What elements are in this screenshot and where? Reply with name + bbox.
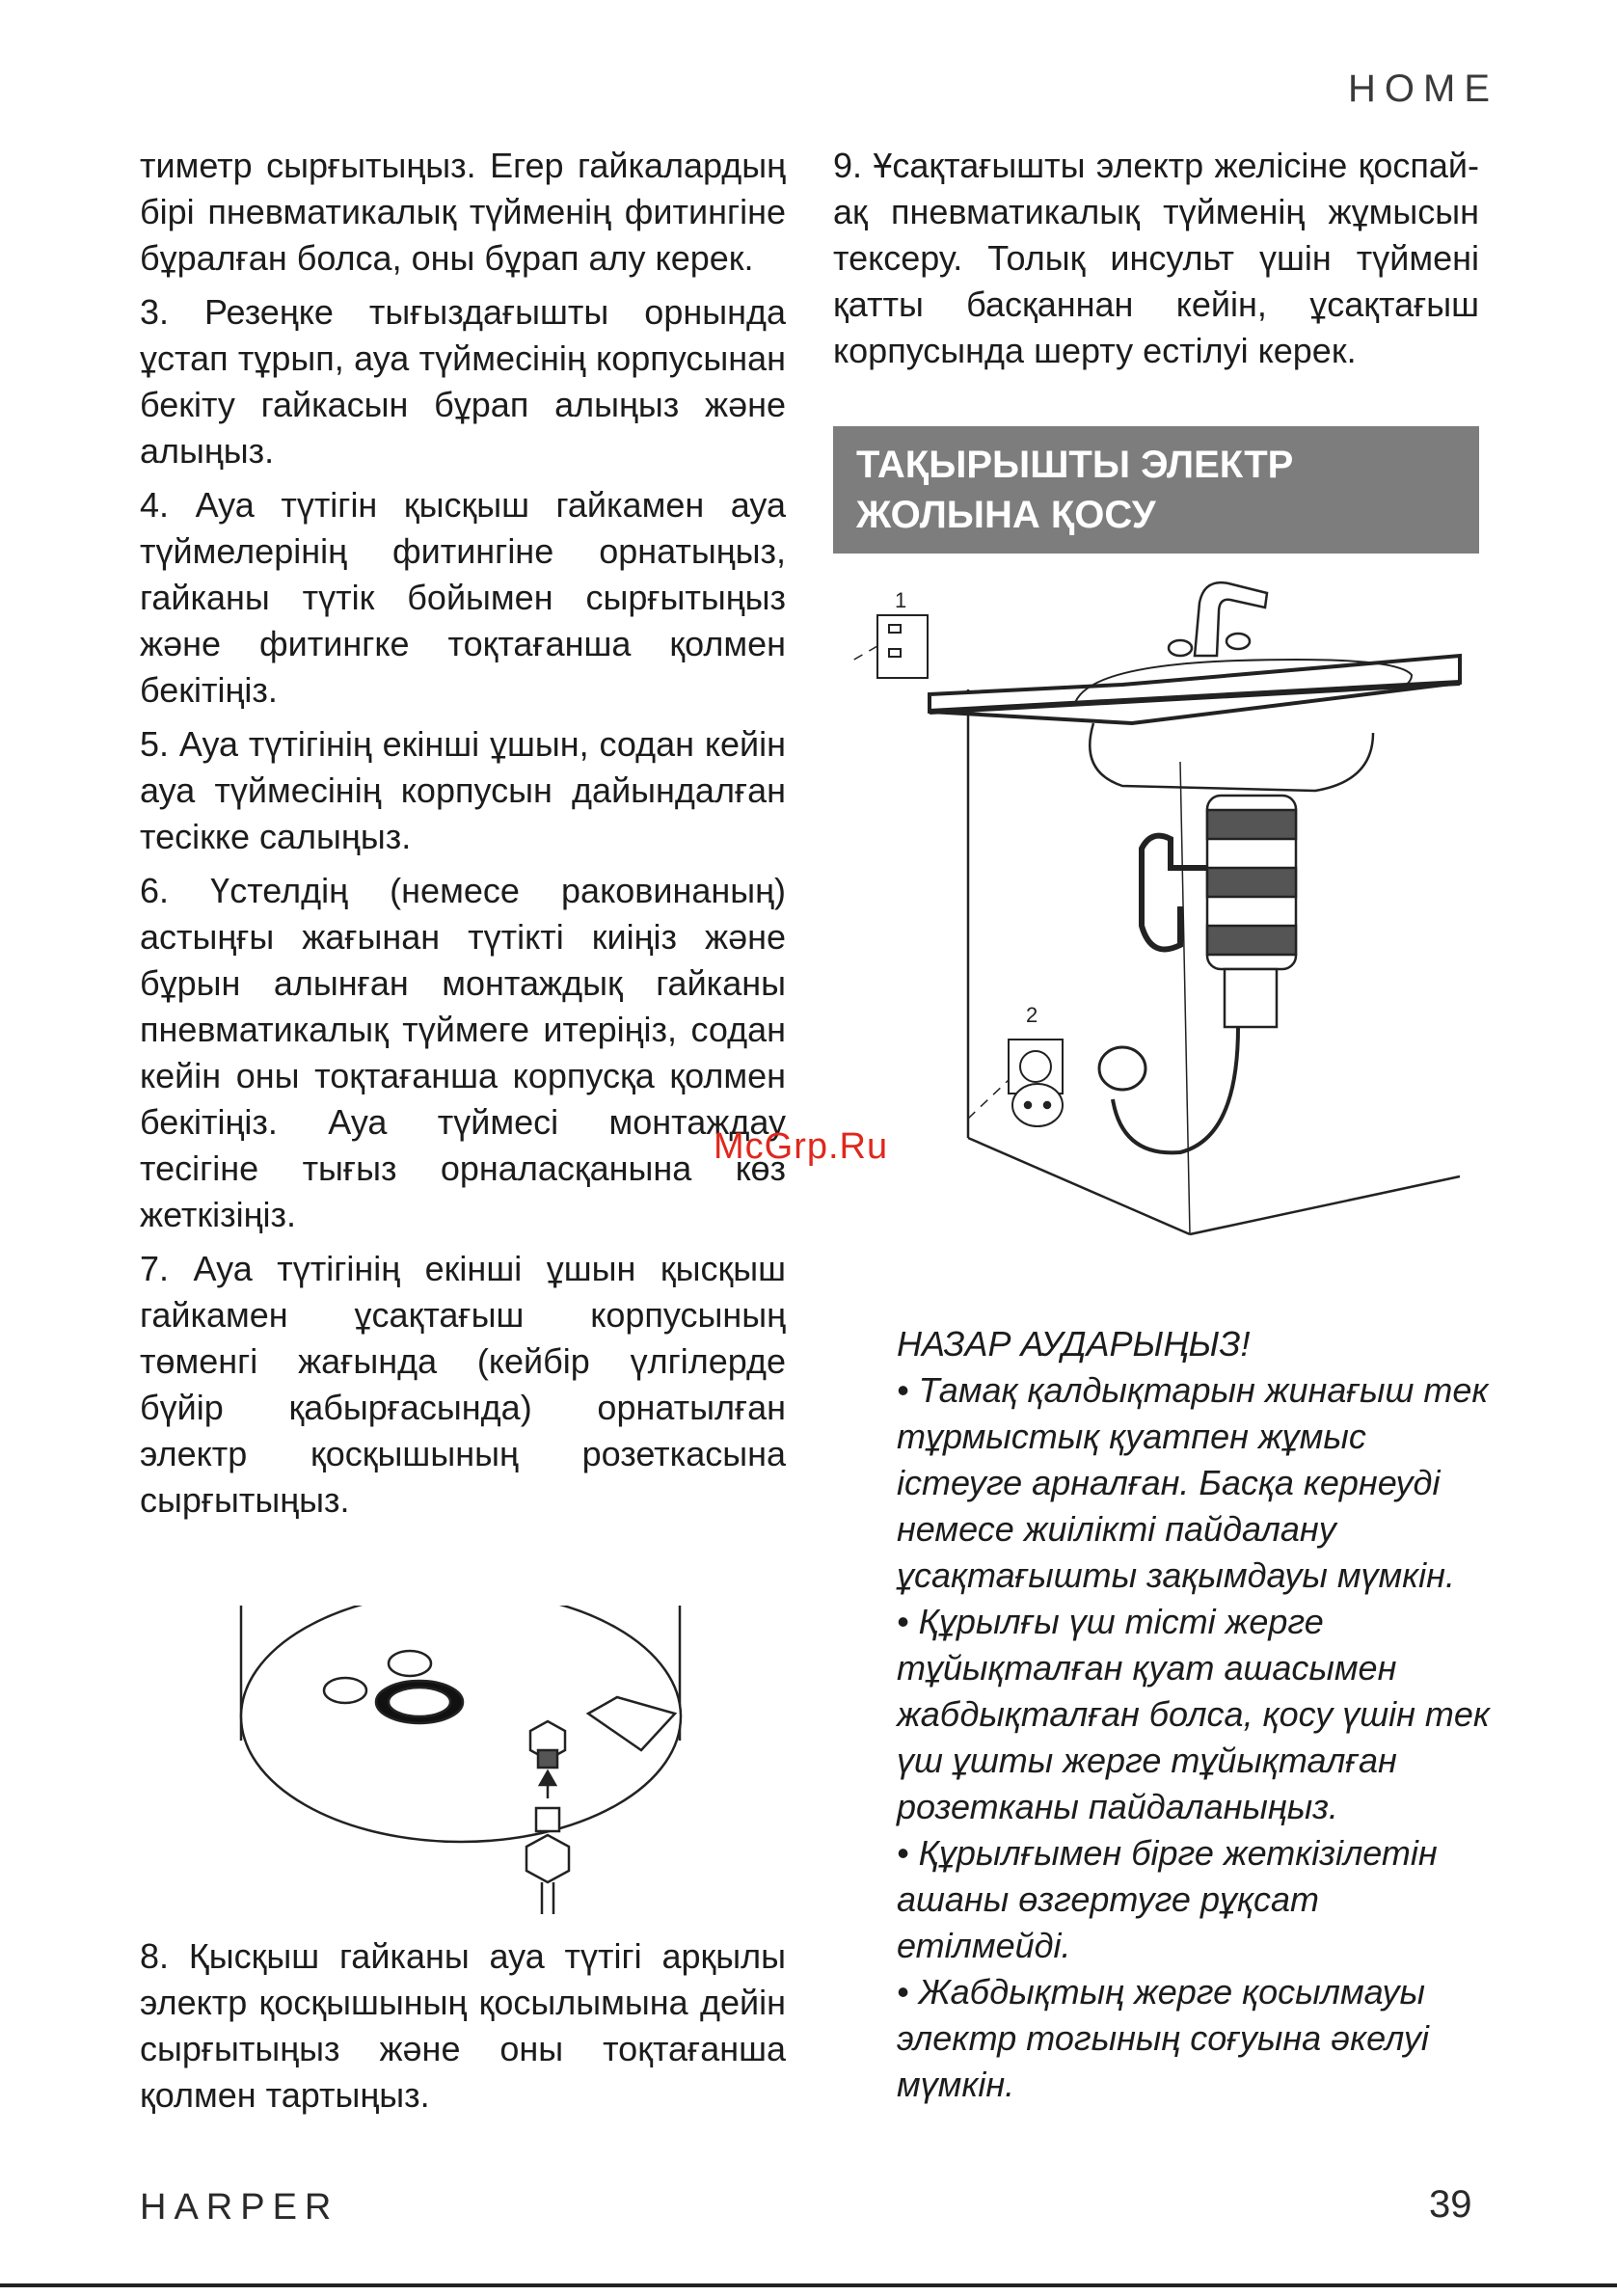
harper-brand-logo: HARPER — [140, 2187, 339, 2228]
section-heading-line1: ТАҚЫРЫШТЫ ЭЛЕКТР — [856, 444, 1294, 486]
paragraph-step-6: 6. Үстелдің (немесе раковинаның) астыңғы жағынан түтікті киіңіз және бұрын алынған монтаждық гайканы пневматикалық түймеге итеріңіз, содан кейін оны тоқтағанша корпусқа қолмен бекітіңіз. Ауа түймесі монтаждау тесігіне тығыз орналасқанына көз жеткізіңіз. — [140, 871, 786, 1234]
switch-connection-illustration — [231, 1606, 685, 1924]
paragraph-step-7: 7. Ауа түтігінің екінші ұшын қысқыш гайкамен ұсақтағыш корпусының төменгі жағында (кейбір үлгілерде бүйір қабырғасында) орнатылған электр қосқышының розеткасына сырғытыңыз. — [140, 1249, 786, 1520]
paragraph-step-9: 9. Ұсақтағышты электр желісіне қоспай-ақ пневматикалық түйменің жұмысын тексеру. Толық инсульт үшін түймені қатты басқаннан кейін, ұсақтағыш корпусында шерту естілуі керек. — [833, 146, 1479, 370]
section-heading-line2: ЖОЛЫНА ҚОСУ — [856, 494, 1156, 536]
note-item: • Құрылғымен бірге жеткізілетін ашаны өзгертуге рұқсат етілмейді. — [897, 1833, 1438, 1965]
paragraph-step-8 — [140, 1933, 786, 2126]
right-column — [833, 143, 1479, 382]
figure-label-2: 2 — [1026, 1003, 1038, 1027]
page-number: 39 — [1429, 2183, 1472, 2226]
watermark: McGrp.Ru — [714, 1126, 889, 1167]
paragraph-step-8-text: 8. Қысқыш гайканы ауа түтігі арқылы электр қосқышының қосылымына дейін сырғытыңыз және оны тоқтағанша қолмен тартыңыз. — [140, 1936, 786, 2115]
left-column — [140, 143, 786, 1531]
sink-installation-illustration — [833, 579, 1479, 1283]
figure-label-1: 1 — [895, 588, 907, 612]
section-heading — [833, 426, 1479, 554]
paragraph-step-4: 4. Ауа түтігін қысқыш гайкамен ауа түймелерінің фитингіне орнатыңыз, гайканы түтік бойымен сырғытыңыз және фитингке тоқтағанша қолмен бекітіңіз. — [140, 485, 786, 710]
paragraph-step-3: 3. Резеңке тығыздағышты орнында ұстап тұрып, ауа түймесінің корпусынан бекіту гайкасын бұрап алыңыз және алыңыз. — [140, 292, 786, 471]
note-title: НАЗАР АУДАРЫҢЫЗ! — [897, 1324, 1251, 1364]
note-item: • Тамақ қалдықтарын жинағыш тек тұрмыстық қуатпен жұмыс істеуге арналған. Басқа кернеуді немесе жиілікті пайдалану ұсақтағышты зақымдауы мүмкін. — [897, 1370, 1489, 1595]
paragraph-continuation: тиметр сырғытыңыз. Егер гайкалардың бірі пневматикалық түйменің фитингіне бұралған болса, оны бұрап алу керек. — [140, 146, 786, 278]
attention-note — [897, 1321, 1495, 2108]
bottom-rule — [0, 2283, 1617, 2287]
home-brand-logo: HOME — [1348, 68, 1498, 110]
paragraph-step-5: 5. Ауа түтігінің екінші ұшын, содан кейін ауа түймесінің корпусын дайындалған тесікке салыңыз. — [140, 724, 786, 856]
note-item: • Жабдықтың жерге қосылмауы электр тогының соғуына әкелуі мүмкін. — [897, 1972, 1429, 2104]
note-item: • Құрылғы үш тісті жерге тұйықталған қуат ашасымен жабдықталған болса, қосу үшін тек үш ұшты жерге тұйықталған розетканы пайдаланыңыз. — [897, 1602, 1490, 1826]
